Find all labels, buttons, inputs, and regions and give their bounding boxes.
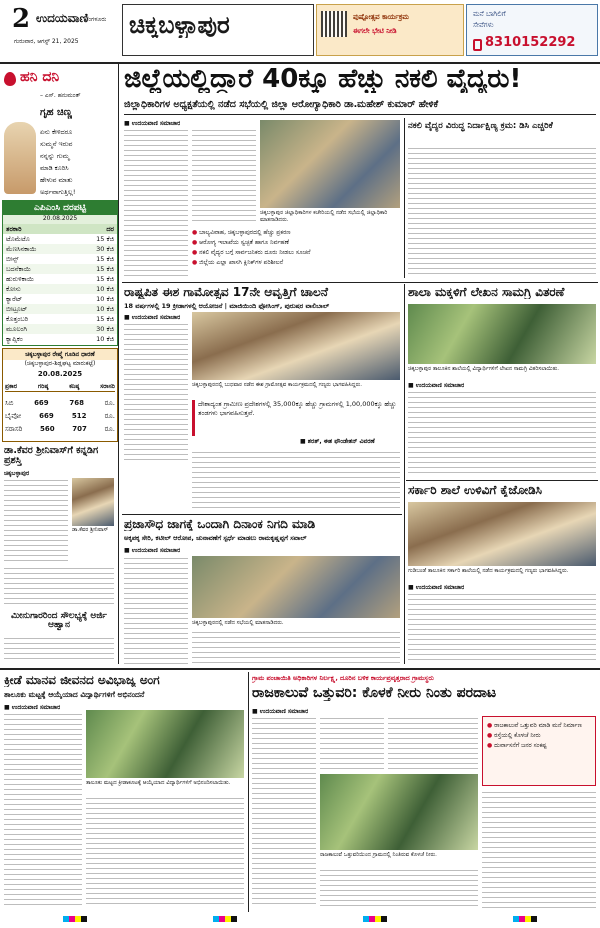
ad2-line1: ಮನೆ ಬಾಗಿಲಿಗೆ	[473, 10, 506, 18]
award-body	[4, 478, 68, 564]
poet-figure	[4, 122, 36, 194]
lead-subhead: ಜಿಲ್ಲಾಧಿಕಾರಿಗಳ ಅಧ್ಯಕ್ಷತೆಯಲ್ಲಿ ನಡೆದ ಸಭೆಯಲ್ಲಿ ಜಿಲ್ಲಾ ಆರೋಗ್ಯಾಧಿಕಾರಿ ಡಾ.ಮಹೇಶ್ ಕುಮಾರ್ ಹೇಳಿಕೆ	[124, 100, 596, 115]
masthead	[0, 0, 600, 64]
rain-photo-caption: ರಾಜಕಾಲುವೆ ಒತ್ತುವರಿಯಿಂದ ಗ್ರಾಮದಲ್ಲಿ ನಿಂತಿರುವ ಕೊಳಚೆ ನೀರು.	[320, 852, 437, 858]
phone-icon	[473, 39, 482, 51]
date-line: ಗುರುವಾರ, ಆಗಸ್ಟ್ 21, 2025	[14, 38, 79, 45]
honey-drop-icon	[4, 72, 16, 86]
sports-headline: ಕ್ರೀಡೆ ಮಾನವ ಜೀವನದ ಅವಿಭಾಜ್ಯ ಅಂಗ	[4, 674, 160, 687]
bullet-dot-icon: ●	[192, 229, 200, 236]
silk-title: ಚಿಕ್ಕಬಳ್ಳಾಪುರ ರೇಷ್ಮೆ ಗೂಡಿನ ಧಾರಣೆ	[3, 349, 117, 360]
rain-headline: ರಾಜಕಾಲುವೆ ಒತ್ತುವರಿ: ಕೊಳಕೆ ನೀರು ನಿಂತು ಪರದಾಟ	[252, 686, 497, 701]
silk-subtitle: (ಚಿಕ್ಕಬಳ್ಳಾಪುರ-ಶಿಡ್ಲಘಟ್ಟ ಮಾರುಕಟ್ಟೆ)	[24, 360, 96, 367]
public-body-col1	[124, 556, 188, 664]
table-row: ಕ್ಯಾರೆಟ್ 10 ಕೆಜಿ	[3, 294, 117, 304]
table-row: ಸಿಬಿ 669 768 ರೂ.	[5, 399, 115, 407]
silk-header-row: ಪ್ರಕಾರ ಗರಿಷ್ಠ ಕನಿಷ್ಠ ಸರಾಸರಿ	[5, 383, 115, 390]
lead-body-col1	[124, 128, 188, 278]
poem-body	[40, 126, 116, 198]
poem-line: ಹೇಳುವ ಮಾತು	[40, 176, 73, 184]
table-row: ಟೊಮೆಟೊ 15 ಕೆಜಿ	[3, 234, 117, 244]
poem-line: ನನ್ನನ್ನು ಗುಮ್ಮ	[40, 152, 70, 160]
list-item: ● ಜಿಲ್ಲೆಯ ಎಲ್ಲಾ ಖಾಸಗಿ ಕ್ಲಿನಿಕ್‌ಗಳ ಪರಿಶೀಲನೆ	[192, 259, 284, 266]
table-row: ಬೈವೋ 669 512 ರೂ.	[5, 412, 115, 420]
bullet-dot-icon: ●	[487, 722, 495, 729]
right-divider	[404, 284, 405, 664]
masthead-ad-2	[466, 4, 598, 56]
registration-mark	[513, 916, 537, 922]
apmc-col-price: ದರ	[106, 224, 114, 233]
tribute-body-col1	[124, 322, 188, 462]
silk-table	[2, 348, 118, 442]
table-row: ಬದನೆಕಾಯಿ 15 ಕೆಜಿ	[3, 264, 117, 274]
silk-rows	[5, 397, 115, 436]
public-headline: ಪ್ರಜಾಸೌಧ ಜಾಗಕ್ಕೆ ಒಂದಾಗಿ ದಿನಾಂಕ ನಿಗದಿ ಮಾಡಿ	[124, 518, 316, 531]
tribute-photo-caption: ಚಿಕ್ಕಬಳ್ಳಾಪುರದಲ್ಲಿ ಬುಧವಾರ ನಡೆದ ಈಶ ಗ್ರಾಮೋತ್ಸವ ಕಾರ್ಯಕ್ರಮದಲ್ಲಿ ಗಣ್ಯರು ಭಾಗವಹಿಸಿದ್ದರು.	[192, 382, 362, 388]
sports-body-col2	[86, 796, 244, 908]
bullet-dot-icon: ●	[192, 249, 200, 256]
bullet-dot-icon: ●	[192, 259, 200, 266]
tribute-quote-author: ■ ಶರತ್, ಈಶ ಫೌಂಡೇಶನ್ ವಿವರಣೆ	[300, 438, 375, 445]
ad1-line1: ಪುಷ್ಪೋತ್ಸವ ಕಾರ್ಯಕ್ರಮ	[353, 13, 409, 21]
govschool-headline: ಸರ್ಕಾರಿ ಶಾಲೆ ಉಳಿವಿಗೆ ಕೈಜೋಡಿಸಿ	[408, 484, 543, 497]
table-row: ಹುರುಳಿಕಾಯಿ 15 ಕೆಜಿ	[3, 274, 117, 284]
rain-body-col4	[320, 868, 478, 908]
registration-mark	[363, 916, 387, 922]
fish-headline: ಮೀನುಗಾರರಿಂದ ಸೌಲಭ್ಯಕ್ಕೆ ಅರ್ಜಿ ಆಹ್ವಾನ	[11, 611, 107, 631]
lead-headline: ಜಿಲ್ಲೆಯಲ್ಲಿದ್ದಾರೆ 40ಕ್ಕೂ ಹೆಚ್ಚು ನಕಲಿ ವೈದ್ಯರು!	[124, 66, 522, 94]
rule	[122, 282, 598, 283]
poem-line: ಸುಮ್ಮನೆ ಇರುವ	[40, 140, 73, 148]
rule	[0, 668, 600, 670]
lead-photo	[260, 120, 400, 208]
table-row: ಕೊತ್ತಂಬರಿ 15 ಕೆಜಿ	[3, 314, 117, 324]
tribute-quote: ದೇಶಾದ್ಯಂತ ಗ್ರಾಮೀಣ ಪ್ರದೇಶಗಳಲ್ಲಿ 35,000ಕ್ಕೂ ಹೆಚ್ಚು ಗ್ರಾಮಗಳಲ್ಲಿ 1,00,000ಕ್ಕೂ ಹೆಚ್ಚು ತಂಡಗಳು ಭಾಗವಹಿಸುತ್ತವೆ.	[192, 400, 400, 436]
tribute-photo	[192, 312, 400, 380]
sports-photo-caption: ತಾಲೂಕು ಮಟ್ಟದ ಕ್ರೀಡಾಕೂಟಕ್ಕೆ ಆಯ್ಕೆಯಾದ ವಿದ್ಯಾರ್ಥಿಗಳಿಗೆ ಅಭಿನಂದಿಸಲಾಯಿತು.	[86, 780, 231, 786]
poem-line: ಮಾಡಿ ಕೂರಿಸಿ	[40, 164, 69, 172]
award-caption: ಡಾ.ಕೆವರ ಶ್ರೀನಿವಾಸ್	[72, 527, 109, 533]
lead-side-body	[408, 146, 596, 278]
silk-date: 20.08.2025	[37, 371, 83, 378]
masthead-ad-1	[316, 4, 464, 56]
table-row: ಕೋಸು 10 ಕೆಜಿ	[3, 284, 117, 294]
govschool-body	[408, 592, 596, 664]
lead-byline: ■ ಉದಯವಾಣಿ ಸಮಾಚಾರ	[124, 120, 181, 127]
lead-photo-caption: ಚಿಕ್ಕಬಳ್ಳಾಪುರ ಜಿಲ್ಲಾಧಿಕಾರಿಗಳ ಕಚೇರಿಯಲ್ಲಿ ನಡೆದ ಸಭೆಯಲ್ಲಿ ಜಿಲ್ಲಾಧಿಕಾರಿ ಮಾತನಾಡಿದರು.	[260, 210, 388, 223]
tribute-body-col2	[192, 450, 400, 510]
apmc-col-item: ತರಕಾರಿ	[6, 224, 22, 233]
apmc-title: ಎಪಿಎಂಸಿ ದರಪಟ್ಟಿ	[3, 201, 117, 215]
poem-title: ಗೃಹ ಚಿಣ್ಣ	[40, 108, 73, 118]
bullet-dot-icon: ●	[487, 742, 495, 749]
award-body-2	[4, 566, 114, 606]
section-title-box	[122, 4, 314, 56]
tribute-subhead: 18 ವರ್ಷಗಳಲ್ಲಿ 19 ಕ್ರೀಡಾಗಳಲ್ಲಿ ಆಯೋಜನೆ | ಮಾಜಿಯಿಂದಿ ಫ್ರೋಸಿಂಗ್, ಪುರುಷರ ವಾಲಿಬಾಲ್	[124, 303, 330, 310]
sports-body-col1	[4, 712, 82, 908]
list-item: ● ಬಾಲ್ಯವಿವಾಹ, ಚಿಕ್ಕಬಳ್ಳಾಪುರದಲ್ಲಿ ಹೆಚ್ಚು ಪ್ರಕರಣ	[192, 229, 291, 236]
city-label: ಬೆಂಗಳೂರು	[84, 16, 107, 23]
registration-marks	[0, 912, 600, 926]
bullet-dot-icon: ●	[487, 732, 495, 739]
qr-code-icon	[321, 11, 347, 37]
honey-logo	[4, 68, 114, 90]
govschool-byline: ■ ಉದಯವಾಣಿ ಸಮಾಚಾರ	[408, 584, 465, 591]
govschool-photo-caption: ಗುಡಿಬಂಡೆ ತಾಲೂಕಿನ ಸರ್ಕಾರಿ ಶಾಲೆಯಲ್ಲಿ ನಡೆದ ಕಾರ್ಯಕ್ರಮದಲ್ಲಿ ಗಣ್ಯರು ಭಾಗವಹಿಸಿದ್ದರು.	[408, 568, 569, 574]
award-portrait	[72, 478, 114, 526]
ad2-line2: ಸೇವೆಗಳು	[473, 21, 494, 29]
registration-mark	[63, 916, 87, 922]
rule	[122, 514, 402, 515]
school-byline: ■ ಉದಯವಾಣಿ ಸಮಾಚಾರ	[408, 382, 465, 389]
bottom-divider	[248, 672, 249, 912]
table-row: ಕ್ಯಾಪ್ಸಿಕಂ 10 ಕೆಜಿ	[3, 334, 117, 344]
lead-body-col2	[192, 128, 256, 224]
rain-body-col1	[252, 716, 316, 908]
poem-line: ಅರ್ಥವಾಗುತ್ತಿಲ್ಲ!	[40, 188, 76, 196]
rain-body-col3	[388, 716, 478, 770]
poem-line: ಏನು ಕೇಳಿದರೂ	[40, 128, 73, 136]
public-photo	[192, 556, 400, 618]
phone-number: 8310152292	[485, 36, 576, 50]
ad1-line2: ಈಗಲೇ ಭೇಟಿ ನೀಡಿ	[353, 27, 397, 35]
fish-body	[4, 636, 114, 662]
rain-photo	[320, 774, 478, 850]
public-byline: ■ ಉದಯವಾಣಿ ಸಮಾಚಾರ	[124, 547, 181, 554]
table-row: ಮೆಣಸಿನಕಾಯಿ 30 ಕೆಜಿ	[3, 244, 117, 254]
sports-byline: ■ ಉದಯವಾಣಿ ಸಮಾಚಾರ	[4, 704, 61, 711]
rain-fact-box	[482, 716, 596, 786]
rain-body-col5	[482, 790, 596, 908]
left-column	[0, 64, 119, 664]
table-row: ಬೀನ್ಸ್ 15 ಕೆಜಿ	[3, 254, 117, 264]
apmc-header-row	[3, 224, 117, 234]
rain-byline: ■ ಉದಯವಾಣಿ ಸಮಾಚಾರ	[252, 708, 309, 715]
apmc-rows	[3, 234, 117, 344]
school-photo	[408, 304, 596, 364]
public-photo-caption: ಚಿಕ್ಕಬಳ್ಳಾಪುರದಲ್ಲಿ ನಡೆದ ಸಭೆಯಲ್ಲಿ ಮಾತನಾಡಿದರು.	[192, 620, 284, 626]
list-item: ● ರಸ್ತೆಯಲ್ಲಿ ಕೊಳಚೆ ನೀರು	[487, 732, 541, 739]
public-body-col2	[192, 630, 400, 664]
lead-side-headline: ನಕಲಿ ವೈದ್ಯರ ವಿರುದ್ಧ ನಿರ್ದಾಕ್ಷಿಣ್ಯ ಕ್ರಮ: ಡಿಸಿ ಎಚ್ಚರಿಕೆ	[408, 121, 553, 131]
list-item: ● ರಾಜಕಾಲುವೆ ಒತ್ತುವರಿ ಮಾಡಿ ಮನೆ ನಿರ್ಮಾಣ	[487, 722, 582, 729]
section-title: ಚಿಕ್ಕಬಳ್ಳಾಪುರ	[129, 13, 230, 39]
rule	[406, 480, 598, 481]
award-byline: ಚಿಕ್ಕಬಳ್ಳಾಪುರ	[4, 470, 30, 477]
table-row: ಮೂಲಂಗಿ 30 ಕೆಜಿ	[3, 324, 117, 334]
list-item: ● ಆರೋಗ್ಯ ಇಲಾಖೆಯ ಸ್ವಚ್ಛತೆ ಹಾಗೂ ನಿರ್ವಹಣೆ	[192, 239, 289, 246]
rain-body-col2	[320, 716, 384, 770]
sports-subhead: ತಾಲೂಕು ಮಟ್ಟಕ್ಕೆ ಆಯ್ಕೆಯಾದ ವಿದ್ಯಾರ್ಥಿಗಳಿಗೆ ಅಭಿನಂದನೆ	[4, 691, 145, 699]
lead-divider	[404, 118, 405, 278]
school-headline: ಶಾಲಾ ಮಕ್ಕಳಿಗೆ ಲೇಖನ ಸಾಮಗ್ರಿ ವಿತರಣೆ	[408, 286, 565, 299]
honey-logo-text: ಹನಿ ದನಿ	[20, 70, 60, 85]
table-row: ಸರಾಸರಿ 560 707 ರೂ.	[5, 425, 115, 433]
paper-name: ಉದಯವಾಣಿ	[36, 12, 89, 25]
public-subhead: ಅಕ್ಕಪಕ್ಕ ಸೇರಿ, ಕಟೀಲ್ ಆರೋಪ, ಚುನಾವಣೆಗೆ ಸ್ಪರ್ಧೆ ಮಾಡಲು ರಾಮಕೃಷ್ಣಪ್ಪಗೆ ಸವಾಲ್	[124, 535, 307, 542]
table-row: ಬೀಟ್ರೂಟ್ 10 ಕೆಜಿ	[3, 304, 117, 314]
sports-photo	[86, 710, 244, 778]
govschool-photo	[408, 502, 596, 566]
list-item: ● ನಕಲಿ ವೈದ್ಯರ ಬಗ್ಗೆ ಸಾರ್ವಜನಿಕರು ದೂರು ನೀಡಲು ಸೂಚನೆ	[192, 249, 311, 256]
tribute-byline: ■ ಉದಯವಾಣಿ ಸಮಾಚಾರ	[124, 314, 181, 321]
honey-author: – ಎಸ್. ಹನುಮಂತ್	[40, 92, 81, 99]
school-body	[408, 390, 596, 476]
lead-bullets	[192, 228, 400, 278]
registration-mark	[213, 916, 237, 922]
list-item: ● ದುರ್ವಾಸನೆಗೆ ಜನರ ಸಂಕಷ್ಟ	[487, 742, 547, 749]
apmc-date: 20.08.2025	[3, 215, 117, 224]
apmc-table	[2, 200, 118, 346]
tribute-headline: ರಾಷ್ಟ್ರಪಿತ ಈಶ ಗಾಮೋತ್ಸವ 17ನೇ ಆವೃತ್ತಿಗೆ ಚಾಲನೆ	[124, 286, 328, 299]
page-number: 2	[12, 4, 31, 34]
rain-kicker: ಗ್ರಾಮ ಪಂಚಾಯಿತಿ ಅಧಿಕಾರಿಗಳ ನಿರ್ಲಕ್ಷ್ಯ, ದೂರಿನ ಬಳಿಕ ಕಾರ್ಯಪ್ರವೃತ್ತರಾದ ಗ್ರಾಮಸ್ಥರು	[252, 674, 434, 682]
award-headline: ಡಾ.ಕೆವರ ಶ್ರೀನಿವಾಸ್‌ಗೆ ಕನ್ನಡಿಗ ಪ್ರಶಸ್ತಿ	[4, 445, 99, 466]
school-photo-caption: ಚಿಕ್ಕಬಳ್ಳಾಪುರ ತಾಲೂಕಿನ ಶಾಲೆಯಲ್ಲಿ ವಿದ್ಯಾರ್ಥಿಗಳಿಗೆ ಲೇಖನ ಸಾಮಗ್ರಿ ವಿತರಿಸಲಾಯಿತು.	[408, 366, 559, 372]
bullet-dot-icon: ●	[192, 239, 200, 246]
